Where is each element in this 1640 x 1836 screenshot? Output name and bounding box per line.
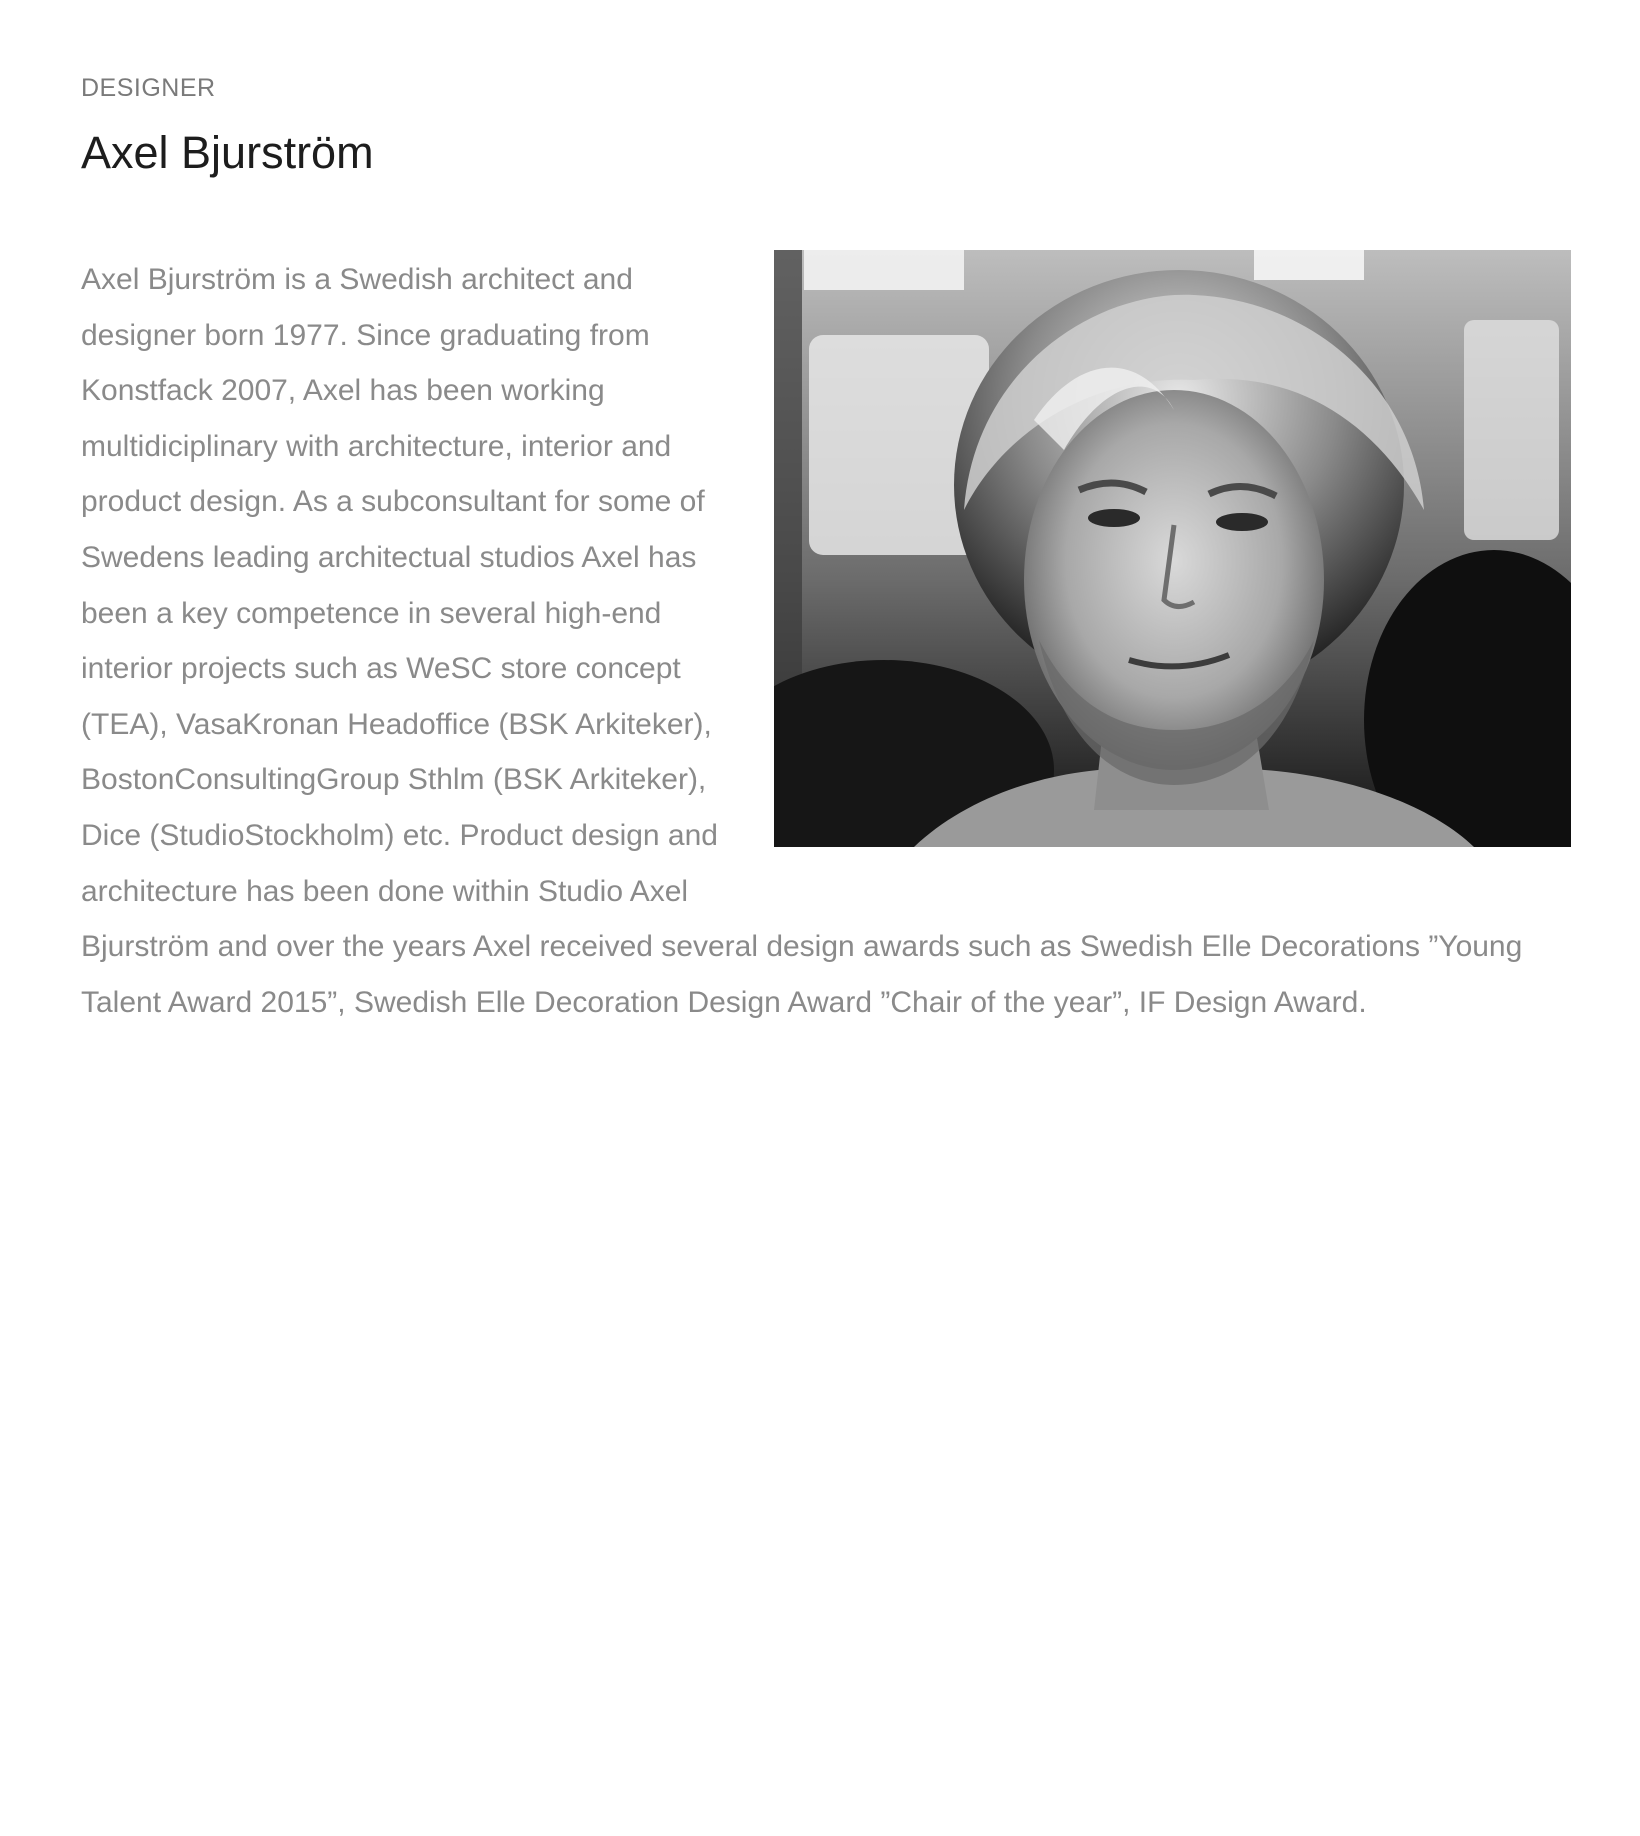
designer-name: Axel Bjurström [81,127,374,178]
bio-text: Axel Bjurström is a Swedish architect and designer born 1977. Since graduating from Konstfack 2007, Axel has been working multidiciplinary with architecture, interior and product design. As a subconsultant for some of Swedens leading architectual studios Axel has been a key competence in several high-end interior projects such as WeSC store concept (TEA), VasaKronan Headoffice (BSK Arkiteker), BostonConsultingGroup Sthlm (BSK Arkiteker), Dice (StudioStockholm) etc. Product design and architecture has been done within Studio Axel Bjurström and over the years Axel received several design awards such as Swedish Elle Decorations ”Young Talent Award 2015”, Swedish Elle Decoration Design Award ”Chair of the year”, IF Design Award. [81,263,1523,1019]
designer-bio [81,252,1571,1030]
designer-portrait-photo [774,250,1571,847]
section-eyebrow: DESIGNER [81,74,216,102]
